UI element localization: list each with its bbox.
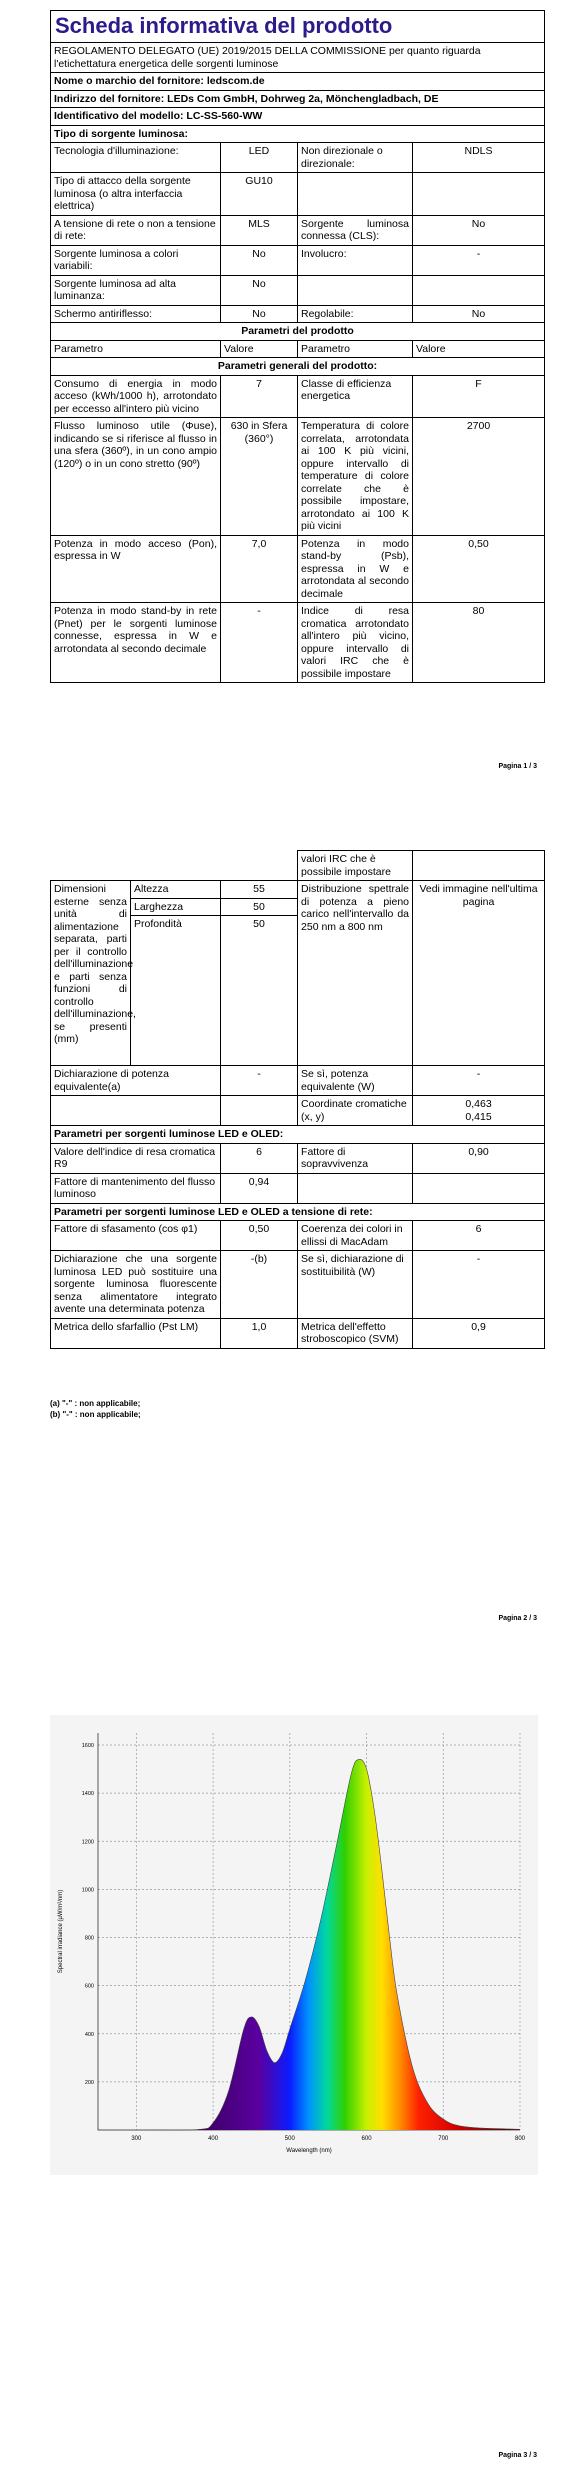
col-header: Valore xyxy=(221,340,298,358)
param-label: Non direzionale o direzionale: xyxy=(298,143,413,173)
param-label: Dichiarazione di potenza equivalente(a) xyxy=(51,1066,221,1096)
param-value: GU10 xyxy=(221,173,298,216)
x-axis-label: Wavelength (nm) xyxy=(286,2148,332,2154)
table-row xyxy=(51,1066,545,1096)
table-row xyxy=(51,215,545,245)
footnote-a: (a) "-" : non applicabile; xyxy=(50,1399,141,1408)
param-value: 6 xyxy=(413,1221,545,1251)
param-value: NDLS xyxy=(413,143,545,173)
param-value: 0,50 xyxy=(413,535,545,603)
x-tick-label: 800 xyxy=(514,2136,526,2142)
depth-label: Profondità xyxy=(131,916,221,1066)
footnotes xyxy=(50,1398,141,1420)
param-label: Indice di resa cromatica arrotondato all'intero più vicino, oppure intervallo di valori IRC che è possibile impostare xyxy=(298,603,413,683)
table-row xyxy=(51,535,545,603)
table-row xyxy=(51,245,545,275)
x-tick-label: 700 xyxy=(438,2136,449,2142)
param-label: A tensione di rete o non a tensione di rete: xyxy=(51,215,221,245)
param-value: 0,50 xyxy=(221,1221,298,1251)
param-label: Regolabile: xyxy=(298,305,413,323)
param-label: Sorgente luminosa connessa (CLS): xyxy=(298,215,413,245)
param-value: No xyxy=(221,245,298,275)
table-row xyxy=(51,305,545,323)
page-footer: Pagina 3 / 3 xyxy=(498,2452,537,2459)
param-label: Fattore di sopravvivenza xyxy=(298,1143,413,1173)
y-tick-label: 1400 xyxy=(81,1791,94,1798)
col-header: Parametro xyxy=(51,340,221,358)
page-1 xyxy=(0,0,585,790)
param-value xyxy=(413,173,545,216)
page-cut xyxy=(0,745,585,790)
param-value xyxy=(221,1096,298,1126)
table-row xyxy=(51,143,545,173)
param-value: -(b) xyxy=(221,1251,298,1319)
table-row xyxy=(51,275,545,305)
y-tick-label: 1200 xyxy=(81,1839,94,1846)
spectral-chart-svg xyxy=(50,1715,538,2175)
param-label: Fattore di mantenimento del flusso luminoso xyxy=(51,1173,221,1203)
y-tick-label: 1600 xyxy=(81,1743,94,1750)
header-row xyxy=(51,340,545,358)
param-value: No xyxy=(221,305,298,323)
dimensions-label: Dimensioni esterne senza unità di alimentazione separata, parti per il controllo dell'illuminazione e parti senza funzioni di controllo dell'illuminazione, se presenti (mm) xyxy=(51,881,131,1066)
param-value: - xyxy=(221,603,298,683)
footnote-b: (b) "-" : non applicabile; xyxy=(50,1410,141,1419)
param-label xyxy=(298,275,413,305)
table-row xyxy=(51,1318,545,1348)
param-label xyxy=(298,1173,413,1203)
param-label: Temperatura di colore correlata, arrotondata ai 100 K più vicini, oppure intervallo di temperature di colore correlate che è possibile impostare, arrotondato ai 100 K più vicini xyxy=(298,418,413,536)
param-label: Classe di efficienza energetica xyxy=(298,375,413,418)
param-value: - xyxy=(413,1066,545,1096)
depth-value: 50 xyxy=(221,916,298,1066)
param-label-continued: valori IRC che è possibile impostare xyxy=(298,851,413,881)
param-value: 2700 xyxy=(413,418,545,536)
param-label: Involucro: xyxy=(298,245,413,275)
x-tick-label: 500 xyxy=(284,2136,295,2142)
param-label: Potenza in modo acceso (Pon), espressa in W xyxy=(51,535,221,603)
param-label: Metrica dell'effetto stroboscopico (SVM) xyxy=(298,1318,413,1348)
table-row xyxy=(51,1143,545,1173)
param-label: Dichiarazione che una sorgente luminosa LED può sostituire una sorgente luminosa fluorescente senza alimentatore integrato avente una determinata potenza xyxy=(51,1251,221,1319)
document-title: Scheda informativa del prodotto xyxy=(51,11,545,43)
spacer xyxy=(413,851,545,881)
param-label: Potenza in modo stand-by in rete (Pnet) per le sorgenti luminose connesse, espressa in W e arrotondata al secondo decimale xyxy=(51,603,221,683)
height-value: 55 xyxy=(221,881,298,899)
page-footer: Pagina 1 / 3 xyxy=(498,763,537,770)
dimensions-row xyxy=(51,881,545,899)
param-value: 1,0 xyxy=(221,1318,298,1348)
param-value: MLS xyxy=(221,215,298,245)
table-row xyxy=(51,1251,545,1319)
x-tick-label: 400 xyxy=(208,2136,219,2142)
section-led-oled: Parametri per sorgenti luminose LED e OLED: xyxy=(51,1126,545,1144)
spectral-distribution-value: Vedi immagine nell'ultima pagina xyxy=(413,881,545,1066)
supplier-address: Indirizzo del fornitore: LEDs Com GmbH, Dohrweg 2a, Mönchengladbach, DE xyxy=(51,90,545,108)
param-label: Metrica dello sfarfallio (Pst LM) xyxy=(51,1318,221,1348)
col-header: Parametro xyxy=(298,340,413,358)
param-label: Sorgente luminosa a colori variabili: xyxy=(51,245,221,275)
y-tick-label: 1000 xyxy=(81,1887,94,1894)
param-value: No xyxy=(413,305,545,323)
spectral-distribution-label: Distribuzione spettrale di potenza a pieno carico nell'intervallo da 250 nm a 800 nm xyxy=(298,881,413,1066)
y-axis-label: Spectral irradiance (µW/m²/nm) xyxy=(58,1889,64,1974)
regulation-text: REGOLAMENTO DELEGATO (UE) 2019/2015 DELLA COMMISSIONE per quanto riguarda l'etichettatura energetica delle sorgenti luminose xyxy=(51,43,545,73)
param-label: Schermo antiriflesso: xyxy=(51,305,221,323)
y-tick-label: 800 xyxy=(84,1935,94,1942)
param-value: F xyxy=(413,375,545,418)
section-product-params: Parametri del prodotto xyxy=(51,323,545,341)
param-value: 0,9 xyxy=(413,1318,545,1348)
supplier-name: Nome o marchio del fornitore: ledscom.de xyxy=(51,73,545,91)
param-label xyxy=(51,1096,221,1126)
product-info-table-continued xyxy=(50,850,545,1349)
table-row xyxy=(51,375,545,418)
param-value: LED xyxy=(221,143,298,173)
param-label: Se sì, potenza equivalente (W) xyxy=(298,1066,413,1096)
table-row xyxy=(51,1096,545,1126)
width-label: Larghezza xyxy=(131,898,221,916)
param-label: Flusso luminoso utile (Φuse), indicando se si riferisce al flusso in una sfera (360º), in un cono ampio (120º) o in un cono stretto (90º) xyxy=(51,418,221,536)
param-value: 0,463 0,415 xyxy=(413,1096,545,1126)
product-info-table xyxy=(50,10,545,683)
param-label: Tipo di attacco della sorgente luminosa (o altra interfaccia elettrica) xyxy=(51,173,221,216)
table-row xyxy=(51,603,545,683)
param-label: Sorgente luminosa ad alta luminanza: xyxy=(51,275,221,305)
y-tick-label: 600 xyxy=(84,1983,94,1990)
x-tick-label: 300 xyxy=(131,2136,142,2142)
param-value: 7 xyxy=(221,375,298,418)
param-label xyxy=(298,173,413,216)
param-value: 0,90 xyxy=(413,1143,545,1173)
spacer xyxy=(51,851,298,881)
param-value: 0,94 xyxy=(221,1173,298,1203)
param-value xyxy=(413,1173,545,1203)
param-value: No xyxy=(413,215,545,245)
param-label: Potenza in modo stand-by (Psb), espressa in W e arrotondata al secondo decimale xyxy=(298,535,413,603)
col-header: Valore xyxy=(413,340,545,358)
page-footer: Pagina 2 / 3 xyxy=(498,1615,537,1622)
section-general-params: Parametri generali del prodotto: xyxy=(51,358,545,376)
param-value: - xyxy=(413,1251,545,1319)
param-label: Coordinate cromatiche (x, y) xyxy=(298,1096,413,1126)
param-value: No xyxy=(221,275,298,305)
param-value xyxy=(413,275,545,305)
param-label: Consumo di energia in modo acceso (kWh/1000 h), arrotondato per eccesso all'intero più vicino xyxy=(51,375,221,418)
param-label: Se sì, dichiarazione di sostituibilità (W) xyxy=(298,1251,413,1319)
width-value: 50 xyxy=(221,898,298,916)
param-value: 6 xyxy=(221,1143,298,1173)
x-tick-label: 600 xyxy=(361,2136,372,2142)
param-label: Valore dell'indice di resa cromatica R9 xyxy=(51,1143,221,1173)
param-value: 7,0 xyxy=(221,535,298,603)
model-identifier: Identificativo del modello: LC-SS-560-WW xyxy=(51,108,545,126)
param-value: - xyxy=(221,1066,298,1096)
param-value: - xyxy=(413,245,545,275)
param-value: 630 in Sfera (360°) xyxy=(221,418,298,536)
table-row xyxy=(51,173,545,216)
param-value: 80 xyxy=(413,603,545,683)
param-label: Tecnologia d'illuminazione: xyxy=(51,143,221,173)
table-row xyxy=(51,1173,545,1203)
param-label: Coerenza dei colori in ellissi di MacAdam xyxy=(298,1221,413,1251)
table-row xyxy=(51,418,545,536)
height-label: Altezza xyxy=(131,881,221,899)
light-source-type-heading: Tipo di sorgente luminosa: xyxy=(51,125,545,143)
y-tick-label: 200 xyxy=(84,2079,94,2086)
spectral-chart xyxy=(50,1715,538,2175)
section-led-oled-mains: Parametri per sorgenti luminose LED e OLED a tensione di rete: xyxy=(51,1203,545,1221)
param-label: Fattore di sfasamento (cos φ1) xyxy=(51,1221,221,1251)
y-tick-label: 400 xyxy=(84,2031,94,2038)
table-row xyxy=(51,1221,545,1251)
